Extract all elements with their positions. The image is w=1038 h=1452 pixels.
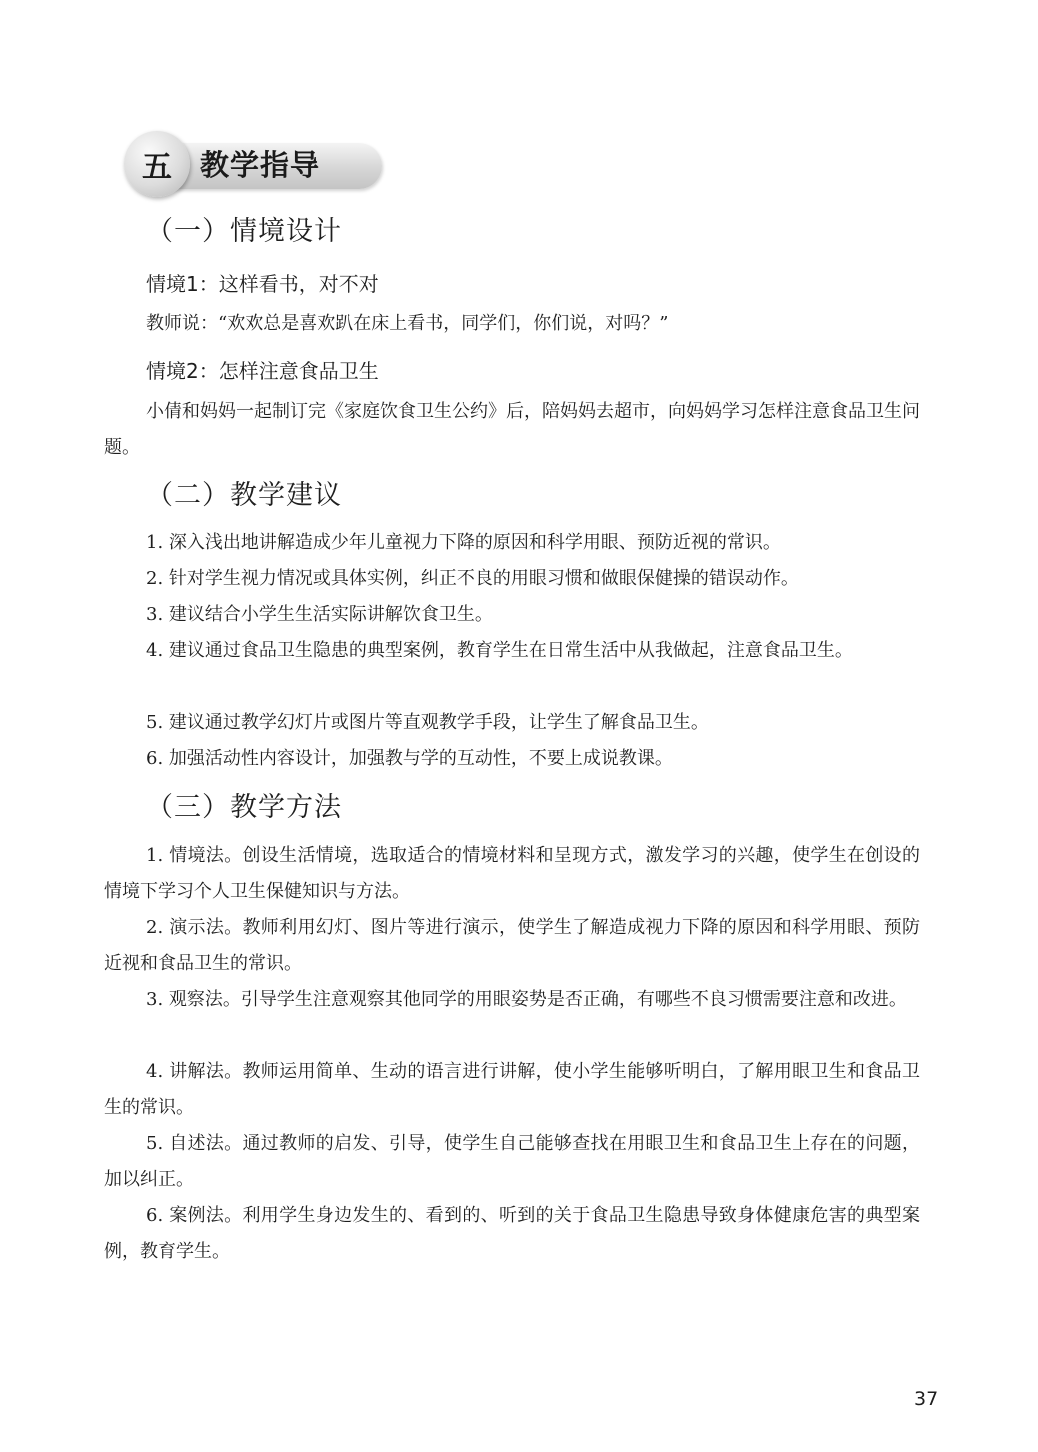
method-item: 3. 观察法。引导学生注意观察其他同学的用眼姿势是否正确，有哪些不良习惯需要注意和改进。 (146, 989, 907, 1010)
scenario-1-text: 教师说：“欢欢总是喜欢趴在床上看书，同学们，你们说，对吗？” (146, 313, 669, 334)
section-title-teaching-suggestions: （二）教学建议 (146, 480, 342, 511)
chapter-number-badge (124, 131, 190, 197)
method-item: 1. 情境法。创设生活情境，选取适合的情境材料和呈现方式，激发学习的兴趣，使学生在创设的情境下学习个人卫生保健知识与方法。 (104, 845, 920, 902)
page-number: 37 (914, 1388, 939, 1410)
chapter-number: 五 (142, 150, 172, 185)
suggestion-item: 1. 深入浅出地讲解造成少年儿童视力下降的原因和科学用眼、预防近视的常识。 (146, 532, 781, 553)
suggestion-item: 4. 建议通过食品卫生隐患的典型案例，教育学生在日常生活中从我做起，注意食品卫生。 (146, 640, 853, 661)
method-item: 6. 案例法。利用学生身边发生的、看到的、听到的关于食品卫生隐患导致身体健康危害的典型案例，教育学生。 (104, 1205, 920, 1262)
chapter-header (124, 131, 384, 197)
method-item: 5. 自述法。通过教师的启发、引导，使学生自己能够查找在用眼卫生和食品卫生上存在的问题，加以纠正。 (104, 1133, 920, 1190)
suggestion-item: 6. 加强活动性内容设计，加强教与学的互动性，不要上成说教课。 (146, 748, 673, 769)
scenario-1-heading: 情境1：这样看书，对不对 (146, 272, 379, 296)
method-item: 2. 演示法。教师利用幻灯、图片等进行演示，使学生了解造成视力下降的原因和科学用眼、预防近视和食品卫生的常识。 (104, 917, 920, 974)
suggestion-item: 2. 针对学生视力情况或具体实例，纠正不良的用眼习惯和做眼保健操的错误动作。 (146, 568, 799, 589)
scenario-2-text: 小倩和妈妈一起制订完《家庭饮食卫生公约》后，陪妈妈去超市，向妈妈学习怎样注意食品卫生问题。 (104, 401, 920, 458)
section-title-situation-design: （一）情境设计 (146, 216, 342, 247)
suggestion-item: 3. 建议结合小学生生活实际讲解饮食卫生。 (146, 604, 493, 625)
scenario-2-heading: 情境2：怎样注意食品卫生 (146, 359, 379, 383)
chapter-title: 教学指导 (200, 148, 321, 182)
method-item: 4. 讲解法。教师运用简单、生动的语言进行讲解，使小学生能够听明白，了解用眼卫生和食品卫生的常识。 (104, 1061, 920, 1118)
suggestion-item: 5. 建议通过教学幻灯片或图片等直观教学手段，让学生了解食品卫生。 (146, 712, 709, 733)
section-title-teaching-methods: （三）教学方法 (146, 792, 342, 823)
